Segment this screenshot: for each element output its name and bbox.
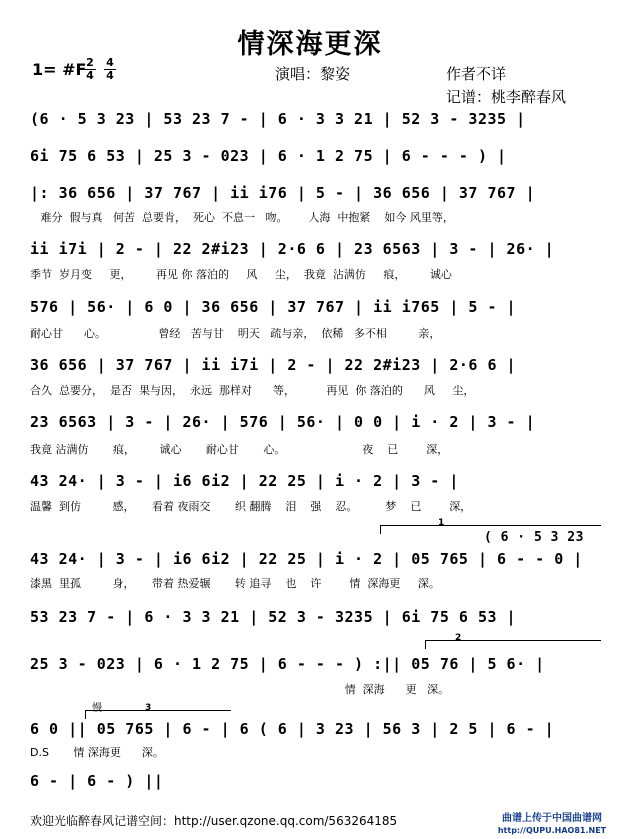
lyric-line-4: 季节 岁月变 更， 再见 你 落泊的 风 尘， 我竟 沾满仿 痕， 诚心 <box>30 268 452 281</box>
score-line-11: 25 3 - 023 | 6 · 1 2 75 | 6 - - - ) :|| 05 76 | 5 6· | <box>30 655 545 673</box>
score-line-9: 43 24· | 3 - | i6 6i2 | 22 25 | i · 2 | 05 765 | 6 - - 0 | <box>30 550 583 568</box>
score-line-3: |: 36 656 | 37 767 | ii i76 | 5 - | 36 656 | 37 767 | <box>30 184 536 202</box>
watermark-line-2: http://QUPU.HAO81.NET <box>497 826 607 835</box>
score-line-4: ii i7i | 2 - | 22 2#i23 | 2·6 6 | 23 6563 | 3 - | 26· | <box>30 240 555 258</box>
key-signature: 1= #F <box>32 60 87 79</box>
lyric-line-8: 温馨 到仿 感， 看着 夜雨交 织 翻腾 泪 强 忍。 梦 已 深， <box>30 500 472 513</box>
song-title: 情深海更深 <box>237 29 383 60</box>
time-signature-2 <box>104 58 116 81</box>
watermark-line-1: 曲谱上传于中国曲谱网 <box>502 813 602 824</box>
time-sig-1-bottom: 4 <box>86 69 94 82</box>
score-line-5: 576 | 56· | 6 0 | 36 656 | 37 767 | ii i765 | 5 - | <box>30 298 517 316</box>
lyric-line-3: 难分 假与真 何苦 总要肯， 死心 不息一 吻。 人海 中抱紧 如今 风里等， <box>30 211 454 224</box>
volta-bracket-3 <box>85 710 231 719</box>
lyric-line-7: 我竟 沾满仿 痕， 诚心 耐心甘 心。 夜 已 深， <box>30 443 449 456</box>
volta-number-2: 2 <box>455 633 462 643</box>
footer-text: 欢迎光临醉春风记谱空间：http://user.qzone.qq.com/563264185 <box>30 814 398 828</box>
score-line-2: 6i 75 6 53 | 25 3 - 023 | 6 · 1 2 75 | 6 - - - ) | <box>30 147 507 165</box>
score-line-8: 43 24· | 3 - | i6 6i2 | 22 25 | i · 2 | 3 - | <box>30 472 459 490</box>
time-sig-2-top: 4 <box>106 56 114 69</box>
time-sig-1-top: 2 <box>86 56 94 69</box>
transcriber-credit: 记谱：桃李醉春风 <box>446 88 567 106</box>
volta-number-3: 3 <box>145 703 152 713</box>
score-line-12: 6 0 || 05 765 | 6 - | 6 ( 6 | 3 23 | 56 3 | 2 5 | 6 - | <box>30 720 555 738</box>
score-line-10: 53 23 7 - | 6 · 3 3 21 | 52 3 - 3235 | 6i 75 6 53 | <box>30 608 517 626</box>
volta-number-1: 1 <box>438 518 445 528</box>
volta-bracket-2 <box>425 640 601 649</box>
score-line-6: 36 656 | 37 767 | ii i7i | 2 - | 22 2#i23 | 2·6 6 | <box>30 356 517 374</box>
lyric-line-11: 情 深海 更 深。 <box>30 683 450 696</box>
time-sig-2-bottom: 4 <box>106 69 114 82</box>
author-credit: 作者不详 <box>446 65 507 83</box>
singer-credit: 演唱：黎姿 <box>275 65 351 83</box>
lyric-line-9: 漆黑 里孤 身， 带着 热爱辗 转 追寻 也 许 情 深海更 深。 <box>30 577 440 590</box>
volta-1-notes: ( 6 · 5 3 23 <box>484 530 584 545</box>
lyric-line-5: 耐心甘 心。 曾经 苦与甘 明天 疏与亲， 依稀 多不相 亲， <box>30 327 441 340</box>
tempo-mark: 慢 <box>92 703 102 714</box>
score-line-7: 23 6563 | 3 - | 26· | 576 | 56· | 0 0 | i · 2 | 3 - | <box>30 413 536 431</box>
time-signature-1 <box>84 58 96 81</box>
site-watermark <box>488 813 616 837</box>
score-line-13: 6 - | 6 - ) || <box>30 772 164 790</box>
lyric-line-12: D.S 情 深海更 深。 <box>30 746 164 759</box>
score-line-1: (6 · 5 3 23 | 53 23 7 - | 6 · 3 3 21 | 52 3 - 3235 | <box>30 110 526 128</box>
lyric-line-6: 合久 总要分， 是否 果与因， 永远 那样对 等， 再见 你 落泊的 风 尘， <box>30 384 475 397</box>
